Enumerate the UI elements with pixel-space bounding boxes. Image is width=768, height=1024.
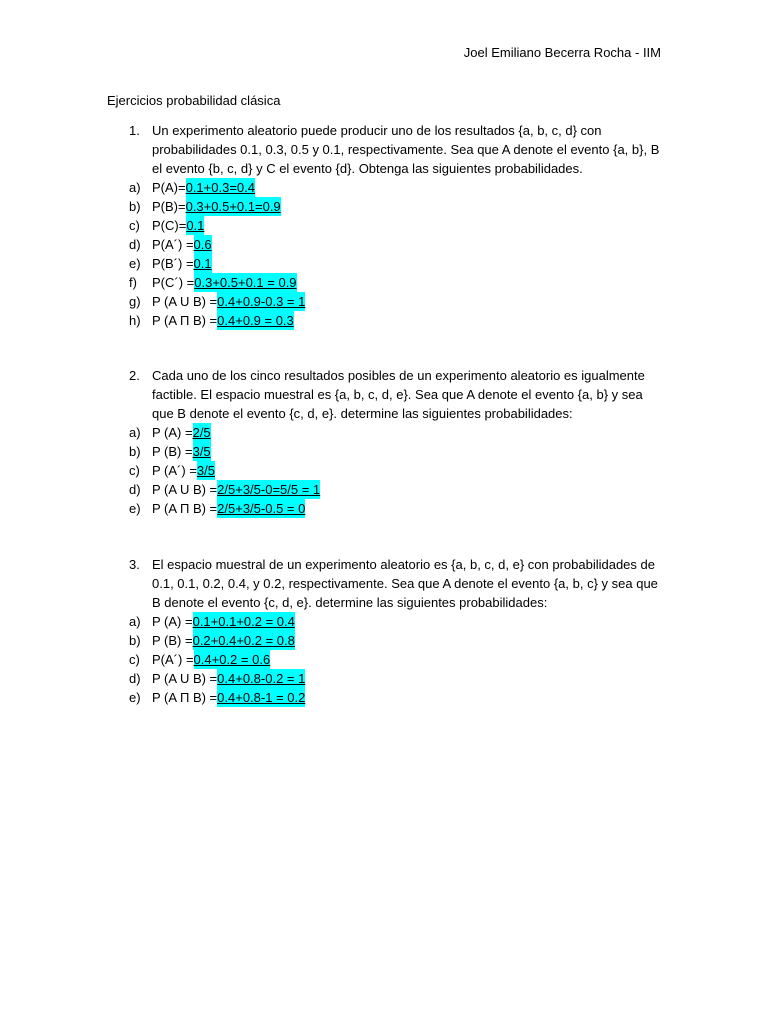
item-letter: e) xyxy=(129,690,141,705)
item-letter: d) xyxy=(129,482,141,497)
item-answer: 2/5+3/5-0.5 = 0 xyxy=(217,501,306,516)
item-label: P (A) = xyxy=(152,614,193,629)
problem-text: Cada uno de los cinco resultados posibles de un experimento aleatorio es igualmente factible. El espacio muestral es {a, b, c, d, e}. Sea que A denote el evento {a, b} y sea que B denote el evento {c, d, e}. determine las siguientes probabilidades: xyxy=(152,368,645,421)
item-letter: f) xyxy=(129,275,137,290)
answer-item xyxy=(107,216,667,235)
item-letter: b) xyxy=(129,444,141,459)
answer-item xyxy=(107,442,667,461)
answer-item xyxy=(107,197,667,216)
item-label: P (B) = xyxy=(152,444,193,459)
answer-item xyxy=(107,669,667,688)
item-letter: c) xyxy=(129,652,140,667)
item-answer: 3/5 xyxy=(192,444,211,459)
item-label: P(B)= xyxy=(152,199,186,214)
item-letter: b) xyxy=(129,633,141,648)
problem-number: 2. xyxy=(129,368,140,383)
answer-item xyxy=(107,688,667,707)
item-letter: b) xyxy=(129,199,141,214)
answer-item xyxy=(107,311,667,330)
problem-statement xyxy=(107,555,667,612)
item-answer: 0.4+0.9 = 0.3 xyxy=(217,313,294,328)
answer-item xyxy=(107,499,667,518)
item-label: P(A´) = xyxy=(152,237,194,252)
item-label: P(C´) = xyxy=(152,275,195,290)
problem-statement xyxy=(107,121,667,178)
author-header: Joel Emiliano Becerra Rocha - IIM xyxy=(463,45,661,60)
item-label: P(A)= xyxy=(152,180,186,195)
item-label: P(B´) = xyxy=(152,256,194,271)
item-answer: 0.4+0.9-0.3 = 1 xyxy=(217,294,306,309)
problem-text: El espacio muestral de un experimento aleatorio es {a, b, c, d, e} con probabilidades de 0.1, 0.1, 0.2, 0.4, y 0.2, respectivamente. Sea que A denote el evento {a, b, c} y sea que B denote el evento {c, d, e}. determine las siguientes probabilidades: xyxy=(152,557,658,610)
item-answer: 0.3+0.5+0.1=0.9 xyxy=(185,199,281,214)
item-answer: 2/5+3/5-0=5/5 = 1 xyxy=(217,482,321,497)
answer-item xyxy=(107,273,667,292)
problem-2 xyxy=(107,366,667,518)
item-label: P (A U B) = xyxy=(152,294,218,309)
item-label: P (A U B) = xyxy=(152,671,218,686)
answer-item xyxy=(107,254,667,273)
item-answer: 0.3+0.5+0.1 = 0.9 xyxy=(194,275,297,290)
item-letter: e) xyxy=(129,501,141,516)
item-answer: 0.1 xyxy=(193,256,212,271)
item-answer: 0.1 xyxy=(186,218,205,233)
item-label: P (A U B) = xyxy=(152,482,218,497)
item-answer: 0.4+0.8-0.2 = 1 xyxy=(217,671,306,686)
item-answer: 0.4+0.2 = 0.6 xyxy=(193,652,271,667)
answer-item xyxy=(107,461,667,480)
item-label: P (A Π B) = xyxy=(152,690,218,705)
item-letter: c) xyxy=(129,463,140,478)
answer-item xyxy=(107,423,667,442)
item-answer: 0.6 xyxy=(193,237,212,252)
item-letter: a) xyxy=(129,425,141,440)
item-answer: 0.2+0.4+0.2 = 0.8 xyxy=(192,633,295,648)
item-label: P (A Π B) = xyxy=(152,313,218,328)
answer-item xyxy=(107,235,667,254)
item-answer: 3/5 xyxy=(196,463,215,478)
problem-statement xyxy=(107,366,667,423)
item-letter: h) xyxy=(129,313,141,328)
item-letter: d) xyxy=(129,671,141,686)
item-letter: a) xyxy=(129,614,141,629)
problem-1 xyxy=(107,121,667,330)
item-answer: 0.1+0.3=0.4 xyxy=(185,180,255,195)
item-label: P (A´) = xyxy=(152,463,197,478)
item-answer: 0.4+0.8-1 = 0.2 xyxy=(217,690,306,705)
item-letter: d) xyxy=(129,237,141,252)
item-answer: 0.1+0.1+0.2 = 0.4 xyxy=(192,614,295,629)
answer-item xyxy=(107,612,667,631)
item-letter: a) xyxy=(129,180,141,195)
item-label: P (A Π B) = xyxy=(152,501,218,516)
item-label: P (A) = xyxy=(152,425,193,440)
answer-item xyxy=(107,650,667,669)
item-letter: e) xyxy=(129,256,141,271)
answer-item xyxy=(107,480,667,499)
item-label: P(C)= xyxy=(152,218,187,233)
problem-text: Un experimento aleatorio puede producir uno de los resultados {a, b, c, d} con probabilidades 0.1, 0.3, 0.5 y 0.1, respectivamente. Sea que A denote el evento {a, b}, B el evento {b, c, d} y C el evento {d}. Obtenga las siguientes probabilidades. xyxy=(152,123,660,176)
answer-item xyxy=(107,178,667,197)
item-answer: 2/5 xyxy=(192,425,211,440)
item-letter: c) xyxy=(129,218,140,233)
problem-number: 1. xyxy=(129,123,140,138)
problem-3 xyxy=(107,555,667,707)
item-label: P(A´) = xyxy=(152,652,194,667)
answer-item xyxy=(107,292,667,311)
item-letter: g) xyxy=(129,294,141,309)
answer-item xyxy=(107,631,667,650)
document-title: Ejercicios probabilidad clásica xyxy=(107,93,281,108)
item-label: P (B) = xyxy=(152,633,193,648)
problem-number: 3. xyxy=(129,557,140,572)
